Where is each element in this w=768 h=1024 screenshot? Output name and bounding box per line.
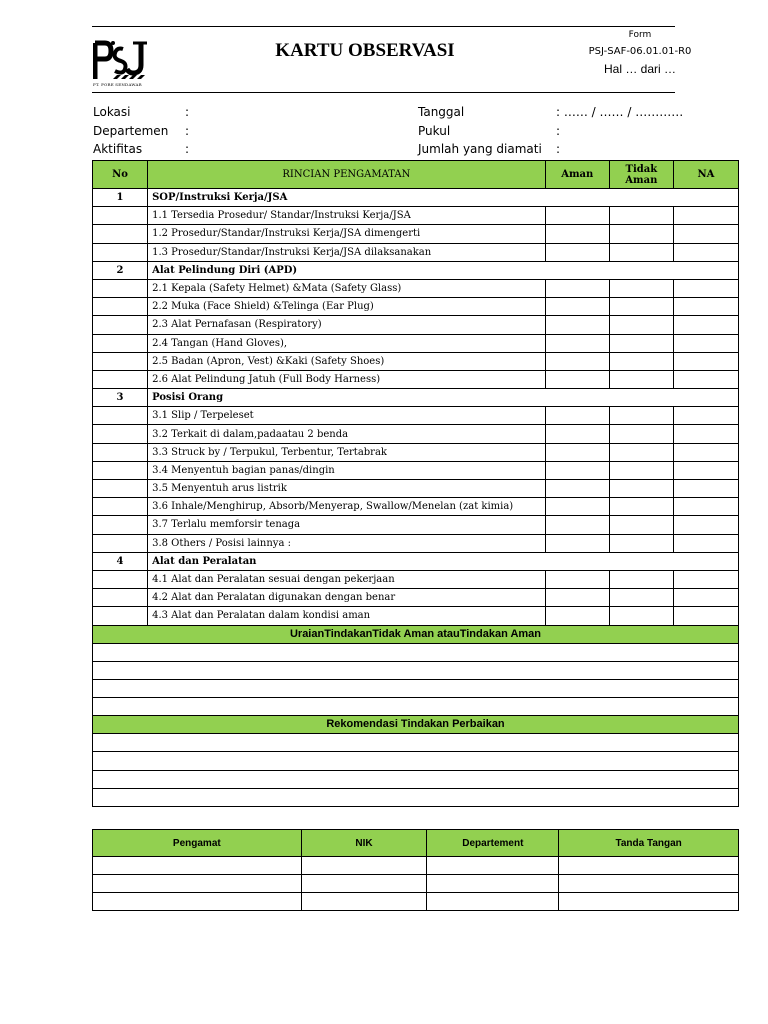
na-checkbox-cell[interactable] [673,352,738,370]
checklist-item-row [93,207,739,225]
item-number-cell [93,225,148,243]
col-header-rincian: RINCIAN PENGAMATAN [148,161,546,189]
na-checkbox-cell[interactable] [673,279,738,297]
checklist-item-row [93,279,739,297]
tidak-aman-checkbox-cell[interactable] [609,425,673,443]
tidak-aman-checkbox-cell[interactable] [609,607,673,625]
aman-checkbox-cell[interactable] [545,480,609,498]
item-description: 3.2 Terkait di dalam,padaatau 2 benda [148,425,546,443]
item-number-cell [93,480,148,498]
tidak-aman-checkbox-cell[interactable] [609,570,673,588]
aman-checkbox-cell[interactable] [545,243,609,261]
section-title: Alat Pelindung Diri (APD) [148,261,739,279]
tidak-aman-checkbox-cell[interactable] [609,407,673,425]
section-number: 1 [93,189,148,207]
na-checkbox-cell[interactable] [673,243,738,261]
logo-caption: PT. PORE SENDAWAR [93,82,142,87]
section-title: SOP/Instruksi Kerja/JSA [148,189,739,207]
lokasi-label: Lokasi [93,105,131,119]
aman-checkbox-cell[interactable] [545,516,609,534]
tidak-aman-checkbox-cell[interactable] [609,534,673,552]
tidak-aman-checkbox-cell[interactable] [609,443,673,461]
departement-cell[interactable] [427,893,559,911]
na-checkbox-cell[interactable] [673,570,738,588]
checklist-item-row [93,589,739,607]
item-description: 2.4 Tangan (Hand Gloves), [148,334,546,352]
item-number-cell [93,298,148,316]
uraian-line[interactable] [93,698,739,716]
item-number-cell [93,352,148,370]
checklist-item-row [93,407,739,425]
item-description: 3.7 Terlalu memforsir tenaga [148,516,546,534]
na-checkbox-cell[interactable] [673,298,738,316]
col-header-na: NA [673,161,738,189]
item-number-cell [93,534,148,552]
na-checkbox-cell[interactable] [673,370,738,388]
tidak-aman-checkbox-cell[interactable] [609,316,673,334]
tidak-aman-checkbox-cell[interactable] [609,279,673,297]
checklist-item-row [93,352,739,370]
pukul-colon: : [556,124,561,138]
tanda-tangan-cell[interactable] [559,893,739,911]
item-number-cell [93,334,148,352]
section-row [93,261,739,279]
tanda-tangan-cell[interactable] [559,857,739,875]
aman-checkbox-cell[interactable] [545,207,609,225]
item-description: 2.5 Badan (Apron, Vest) &Kaki (Safety Shoes) [148,352,546,370]
item-description: 4.3 Alat dan Peralatan dalam kondisi aman [148,607,546,625]
departement-cell[interactable] [427,857,559,875]
na-checkbox-cell[interactable] [673,225,738,243]
tidak-aman-checkbox-cell[interactable] [609,461,673,479]
rekomendasi-line[interactable] [93,770,739,788]
col-header-tidak-aman: Tidak Aman [609,161,673,189]
document-title: KARTU OBSERVASI [275,40,455,61]
observation-table [92,160,739,807]
aman-checkbox-cell[interactable] [545,298,609,316]
aman-checkbox-cell[interactable] [545,461,609,479]
uraian-line-cell[interactable] [93,679,739,697]
checklist-item-row [93,516,739,534]
checklist-item-row [93,498,739,516]
item-number-cell [93,461,148,479]
nik-cell[interactable] [301,875,427,893]
item-number-cell [93,243,148,261]
uraian-line-cell[interactable] [93,643,739,661]
na-checkbox-cell[interactable] [673,480,738,498]
signature-row [93,857,739,875]
departemen-colon: : [185,124,190,138]
jumlah-colon: : [556,142,561,156]
aktifitas-label: Aktifitas [93,142,143,156]
item-number-cell [93,607,148,625]
col-header-pengamat: Pengamat [93,830,302,857]
signature-table [92,829,739,911]
aman-checkbox-cell[interactable] [545,534,609,552]
col-header-no: No [93,161,148,189]
item-description: 2.2 Muka (Face Shield) &Telinga (Ear Plug) [148,298,546,316]
aman-checkbox-cell[interactable] [545,589,609,607]
table-header-row [93,161,739,189]
na-checkbox-cell[interactable] [673,461,738,479]
col-header-departement: Departement [427,830,559,857]
section-number: 4 [93,552,148,570]
checklist-item-row [93,480,739,498]
uraian-line[interactable] [93,679,739,697]
item-description: 1.1 Tersedia Prosedur/ Standar/Instruksi Kerja/JSA [148,207,546,225]
item-number-cell [93,407,148,425]
col-header-tanda-tangan: Tanda Tangan [559,830,739,857]
header-bottom-rule [92,92,675,93]
checklist-item-row [93,534,739,552]
section-row [93,552,739,570]
section-row [93,389,739,407]
aman-checkbox-cell[interactable] [545,279,609,297]
checklist-item-row [93,298,739,316]
section-title: Alat dan Peralatan [148,552,739,570]
checklist-item-row [93,334,739,352]
aman-checkbox-cell[interactable] [545,498,609,516]
na-checkbox-cell[interactable] [673,407,738,425]
na-checkbox-cell[interactable] [673,443,738,461]
item-description: 3.3 Struck by / Terpukul, Terbentur, Tertabrak [148,443,546,461]
tidak-aman-checkbox-cell[interactable] [609,516,673,534]
item-description: 2.3 Alat Pernafasan (Respiratory) [148,316,546,334]
uraian-title: UraianTindakanTidak Aman atauTindakan Aman [93,625,739,643]
item-number-cell [93,570,148,588]
aman-checkbox-cell[interactable] [545,316,609,334]
item-description: 1.2 Prosedur/Standar/Instruksi Kerja/JSA dimengerti [148,225,546,243]
aman-checkbox-cell[interactable] [545,370,609,388]
na-checkbox-cell[interactable] [673,516,738,534]
company-logo [93,39,148,87]
item-number-cell [93,370,148,388]
rekomendasi-line[interactable] [93,788,739,806]
item-description: 2.1 Kepala (Safety Helmet) &Mata (Safety Glass) [148,279,546,297]
tidak-aman-checkbox-cell[interactable] [609,480,673,498]
checklist-item-row [93,225,739,243]
section-number: 3 [93,389,148,407]
col-header-nik: NIK [301,830,427,857]
form-label: Form [628,30,652,40]
item-description: 4.2 Alat dan Peralatan digunakan dengan benar [148,589,546,607]
item-description: 1.3 Prosedur/Standar/Instruksi Kerja/JSA dilaksanakan [148,243,546,261]
tanggal-label: Tanggal [418,105,465,119]
item-number-cell [93,207,148,225]
pengamat-cell[interactable] [93,893,302,911]
tidak-aman-checkbox-cell[interactable] [609,298,673,316]
tanda-tangan-cell[interactable] [559,875,739,893]
aman-checkbox-cell[interactable] [545,425,609,443]
item-description: 3.4 Menyentuh bagian panas/dingin [148,461,546,479]
rekomendasi-header-row [93,716,739,734]
uraian-line-cell[interactable] [93,698,739,716]
na-checkbox-cell[interactable] [673,207,738,225]
tanggal-value[interactable]: : …… / …… / ………… [556,105,684,119]
uraian-line[interactable] [93,661,739,679]
rekomendasi-line[interactable] [93,734,739,752]
checklist-item-row [93,370,739,388]
signature-row [93,875,739,893]
aktifitas-colon: : [185,142,190,156]
section-number: 2 [93,261,148,279]
lokasi-colon: : [185,105,190,119]
tidak-aman-checkbox-cell[interactable] [609,352,673,370]
item-number-cell [93,516,148,534]
item-number-cell [93,279,148,297]
departemen-label: Departemen [93,124,169,138]
signature-header-row [93,830,739,857]
aman-checkbox-cell[interactable] [545,407,609,425]
na-checkbox-cell[interactable] [673,425,738,443]
page-count: Hal … dari … [603,62,677,76]
na-checkbox-cell[interactable] [673,316,738,334]
rekomendasi-line-cell[interactable] [93,752,739,770]
na-checkbox-cell[interactable] [673,334,738,352]
item-description: 2.6 Alat Pelindung Jatuh (Full Body Harness) [148,370,546,388]
checklist-item-row [93,243,739,261]
aman-checkbox-cell[interactable] [545,570,609,588]
jumlah-label: Jumlah yang diamati [418,142,542,156]
na-checkbox-cell[interactable] [673,534,738,552]
item-number-cell [93,589,148,607]
rekomendasi-line-cell[interactable] [93,770,739,788]
rekomendasi-title: Rekomendasi Tindakan Perbaikan [93,716,739,734]
item-description: 3.1 Slip / Terpeleset [148,407,546,425]
item-number-cell [93,498,148,516]
pengamat-cell[interactable] [93,875,302,893]
item-number-cell [93,443,148,461]
checklist-item-row [93,570,739,588]
item-description: 3.5 Menyentuh arus listrik [148,480,546,498]
checklist-item-row [93,316,739,334]
aman-checkbox-cell[interactable] [545,443,609,461]
nik-cell[interactable] [301,893,427,911]
aman-checkbox-cell[interactable] [545,334,609,352]
pukul-label: Pukul [418,124,451,138]
uraian-line[interactable] [93,643,739,661]
aman-checkbox-cell[interactable] [545,352,609,370]
tidak-aman-checkbox-cell[interactable] [609,370,673,388]
na-checkbox-cell[interactable] [673,589,738,607]
tidak-aman-checkbox-cell[interactable] [609,225,673,243]
tidak-aman-checkbox-cell[interactable] [609,207,673,225]
rekomendasi-line-cell[interactable] [93,734,739,752]
section-row [93,189,739,207]
na-checkbox-cell[interactable] [673,498,738,516]
header-top-rule [92,26,675,27]
na-checkbox-cell[interactable] [673,607,738,625]
departement-cell[interactable] [427,875,559,893]
signature-row [93,893,739,911]
uraian-header-row [93,625,739,643]
item-number-cell [93,425,148,443]
aman-checkbox-cell[interactable] [545,225,609,243]
nik-cell[interactable] [301,857,427,875]
tidak-aman-checkbox-cell[interactable] [609,498,673,516]
aman-checkbox-cell[interactable] [545,607,609,625]
pengamat-cell[interactable] [93,857,302,875]
rekomendasi-line-cell[interactable] [93,788,739,806]
item-description: 3.6 Inhale/Menghirup, Absorb/Menyerap, Swallow/Menelan (zat kimia) [148,498,546,516]
tidak-aman-checkbox-cell[interactable] [609,334,673,352]
checklist-item-row [93,607,739,625]
rekomendasi-line[interactable] [93,752,739,770]
checklist-body [93,189,739,626]
uraian-line-cell[interactable] [93,661,739,679]
checklist-item-row [93,443,739,461]
section-title: Posisi Orang [148,389,739,407]
item-description: 4.1 Alat dan Peralatan sesuai dengan pekerjaan [148,570,546,588]
form-code: PSJ-SAF-06.01.01-R0 [588,46,692,57]
tidak-aman-checkbox-cell[interactable] [609,243,673,261]
tidak-aman-checkbox-cell[interactable] [609,589,673,607]
item-description: 3.8 Others / Posisi lainnya : [148,534,546,552]
item-number-cell [93,316,148,334]
checklist-item-row [93,461,739,479]
checklist-item-row [93,425,739,443]
col-header-aman: Aman [545,161,609,189]
